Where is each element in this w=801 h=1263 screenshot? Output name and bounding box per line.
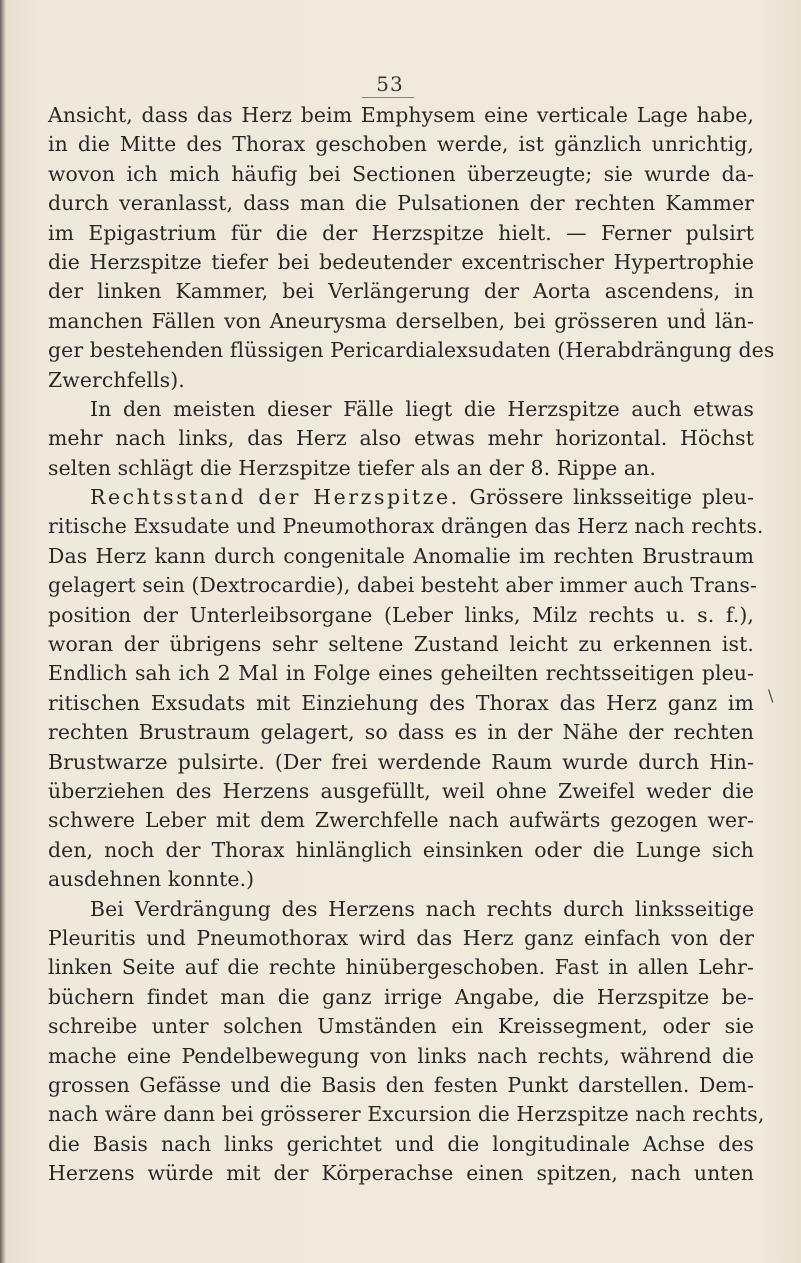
text-line: Bei Verdrängung des Herzens nach rechts durch linksseitige [90,896,754,921]
text-line-with-heading [48,483,754,512]
text-line: rechten Brustraum gelagert, so dass es in der Nähe der rechten [48,720,754,745]
text-line: Endlich sah ich 2 Mal in Folge eines geheilten rechtsseitigen pleu- [48,661,754,686]
text-line: Ansicht, dass das Herz beim Emphysem eine verticale Lage habe, [48,103,754,127]
text-line: mehr nach links, das Herz also etwas mehr horizontal. Höchst [48,426,754,451]
text-line: manchen Fällen von Aneurysma derselben, bei grösseren und län- [48,308,754,333]
text-line: Zwerchfells). [48,367,185,392]
text-line: gelagert sein (Dextrocardie), dabei besteht aber immer auch Trans- [48,573,757,598]
text-line: in die Mitte des Thorax geschoben werde, ist gänzlich unrichtig, [48,132,754,157]
text-line: ger bestehenden flüssigen Pericardialexsudaten (Herabdrängung des [48,338,775,363]
text-line: schwere Leber mit dem Zwerchfelle nach aufwärts gezogen wer- [48,808,754,833]
page-number: 53 [376,72,404,96]
text-line: der linken Kammer, bei Verlängerung der Aorta ascendens, in [48,279,754,304]
page-number-underline [362,97,414,98]
text-line: wovon ich mich häufig bei Sectionen überzeugte; sie wurde da- [48,161,754,186]
text-line: ausdehnen konnte.) [48,867,255,892]
text-line: büchern findet man die ganz irrige Angabe, die Herzspitze be- [48,984,754,1009]
text-line: woran der übrigens sehr seltene Zustand leicht zu erkennen ist. [48,632,754,657]
text-line: durch veranlasst, dass man die Pulsationen der rechten Kammer [48,191,754,216]
text-line: die Herzspitze tiefer bei bedeutender excentrischer Hypertrophie [48,249,754,274]
text-line: schreibe unter solchen Umständen ein Kreissegment, oder sie [48,1014,754,1039]
text-line: Das Herz kann durch congenitale Anomalie im rechten Brustraum [48,543,754,568]
text-line: im Epigastrium für die der Herzspitze hielt. — Ferner pulsirt [48,220,754,245]
text-line: Brustwarze pulsirte. (Der frei werdende Raum wurde durch Hin- [48,749,754,774]
text-line: In den meisten dieser Fälle liegt die Herzspitze auch etwas [90,396,754,421]
section-heading-rechtsstand: Rechtsstand der Herzspitze. [90,485,460,510]
text-line-tail: Grössere linksseitige pleu- [469,485,754,510]
text-line: ritischen Exsudats mit Einziehung des Thorax das Herz ganz im [48,690,754,715]
text-line: selten schlägt die Herzspitze tiefer als an der 8. Rippe an. [48,455,656,480]
text-line: Herzens würde mit der Körperachse einen spitzen, nach unten [48,1161,754,1186]
page-binding-edge [0,0,6,1263]
text-line: linken Seite auf die rechte hinübergeschoben. Fast in allen Lehr- [48,955,754,980]
text-line: grossen Gefässe und die Basis den festen Punkt darstellen. Dem- [48,1072,754,1097]
text-line: den, noch der Thorax hinlänglich einsinken oder die Lunge sich [48,837,754,862]
text-line: überziehen des Herzens ausgefüllt, weil ohne Zweifel weder die [48,778,754,803]
margin-mark: \ [768,686,774,705]
text-line: position der Unterleibsorgane (Leber links, Milz rechts u. s. f.), [48,602,754,627]
body-text [48,101,775,1188]
text-line: Pleuritis und Pneumothorax wird das Herz ganz einfach von der [48,925,754,950]
text-line: ritische Exsudate und Pneumothorax drängen das Herz nach rechts. [48,514,764,539]
text-line: nach wäre dann bei grösserer Excursion die Herzspitze nach rechts, [48,1102,765,1127]
text-line: die Basis nach links gerichtet und die longitudinale Achse des [48,1131,754,1156]
text-line: mache eine Pendelbewegung von links nach rechts, während die [48,1043,754,1068]
